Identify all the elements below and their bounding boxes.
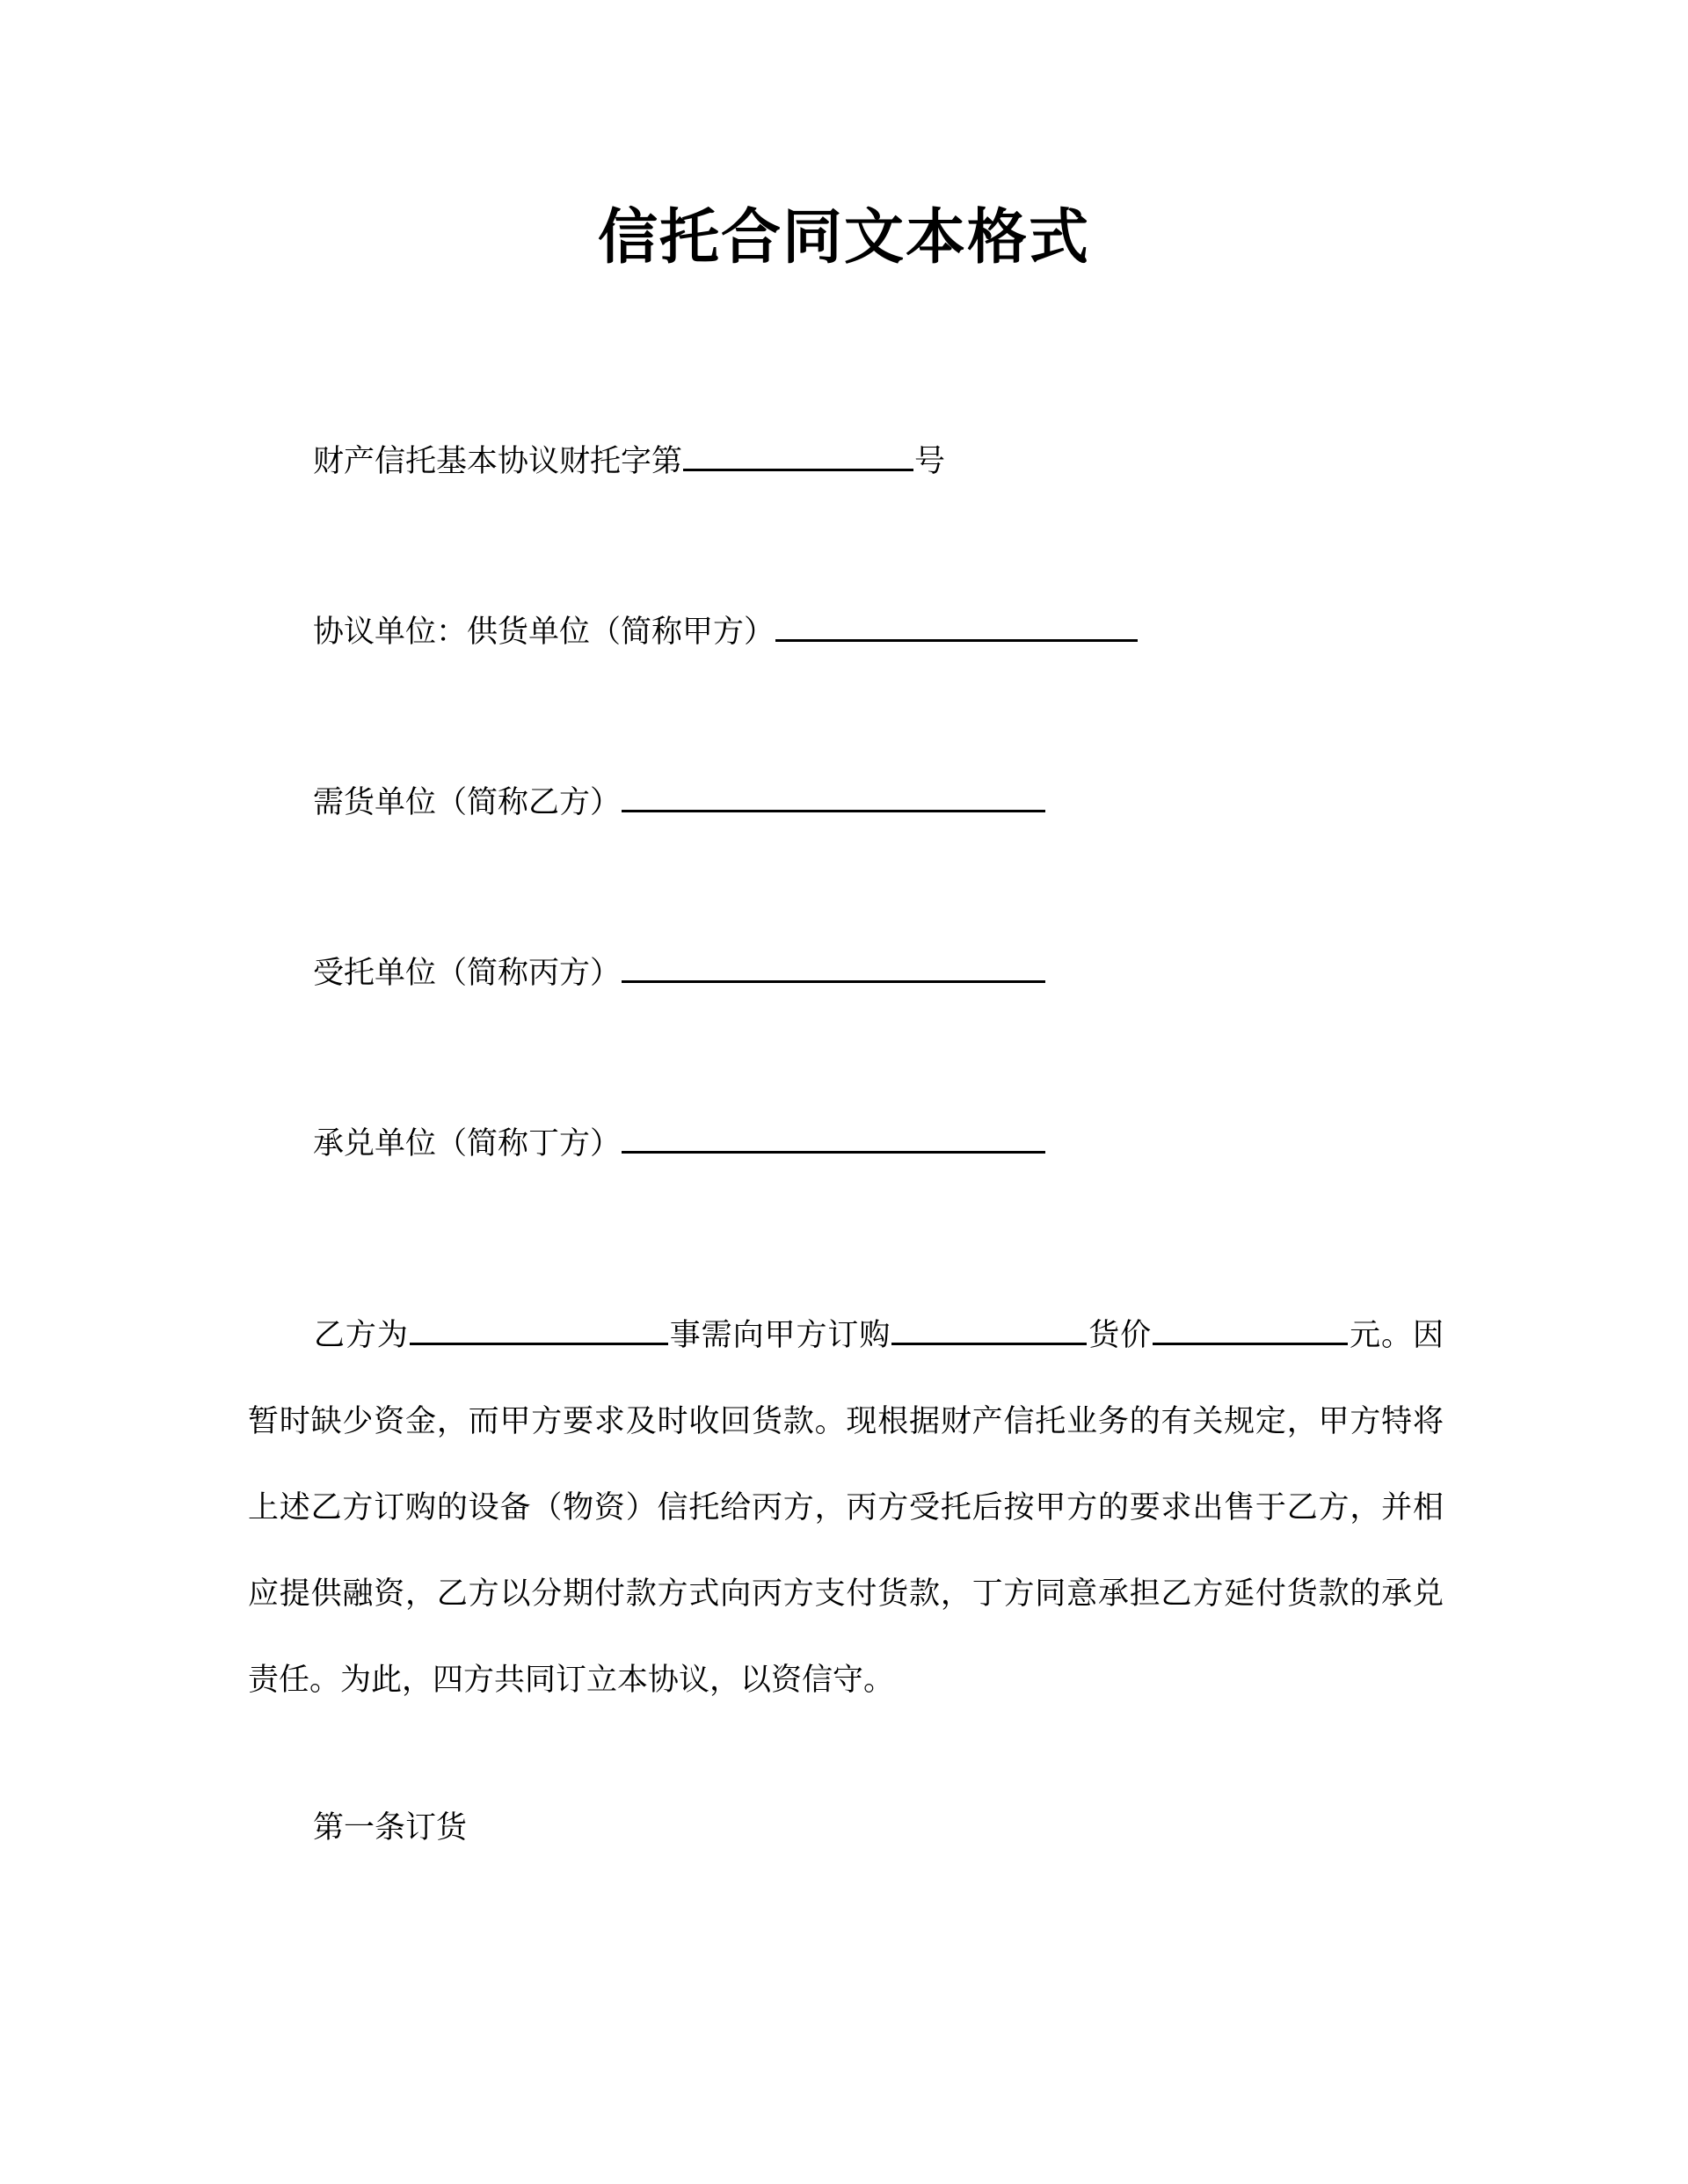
party-d-blank[interactable] <box>622 1123 1045 1154</box>
party-a-line <box>313 610 1139 654</box>
agreement-number-blank[interactable] <box>683 440 913 471</box>
purchase-text-1: 乙方为 <box>313 1318 409 1353</box>
agreement-number-line <box>313 440 945 484</box>
body-text: 因暂时缺少资金，而甲方要求及时收回货款。现根据财产信托业务的有关规定，甲方特将上述乙方订购的设备（物资）信托给丙方，丙方受托后按甲方的要求出售于乙方，并相应提供融资，乙方以分期付款方式向丙方支付货款，丁方同意承担乙方延付货款的承兑责任。为此，四方共同订立本协议，以资信守。 <box>248 1318 1444 1698</box>
purchase-text-3: 货价 <box>1088 1318 1153 1353</box>
goods-blank[interactable] <box>891 1314 1087 1345</box>
party-b-blank[interactable] <box>622 782 1045 812</box>
party-d-line <box>313 1122 1046 1166</box>
purchase-text-2: 事需向甲方订购 <box>668 1318 891 1353</box>
party-d-label: 承兑单位（简称丁方） <box>313 1126 622 1161</box>
party-b-line <box>313 781 1046 825</box>
party-a-label: 协议单位：供货单位（简称甲方） <box>313 615 775 650</box>
party-c-blank[interactable] <box>622 952 1045 983</box>
agreement-number-suffix: 号 <box>914 444 946 479</box>
party-c-line <box>313 951 1046 995</box>
article-1-heading: 第一条订货 <box>313 1810 468 1845</box>
purchase-text-4: 元。 <box>1349 1318 1413 1353</box>
party-b-label: 需货单位（简称乙方） <box>313 785 622 820</box>
agreement-number-label: 财产信托基本协议财托字第 <box>313 444 683 479</box>
party-a-blank[interactable] <box>775 611 1138 642</box>
purpose-blank[interactable] <box>410 1314 668 1345</box>
price-blank[interactable] <box>1153 1314 1348 1345</box>
party-c-label: 受托单位（简称丙方） <box>313 956 622 991</box>
document-title: 信托合同文本格式 <box>597 203 1090 273</box>
purchase-paragraph <box>248 1292 1444 1723</box>
